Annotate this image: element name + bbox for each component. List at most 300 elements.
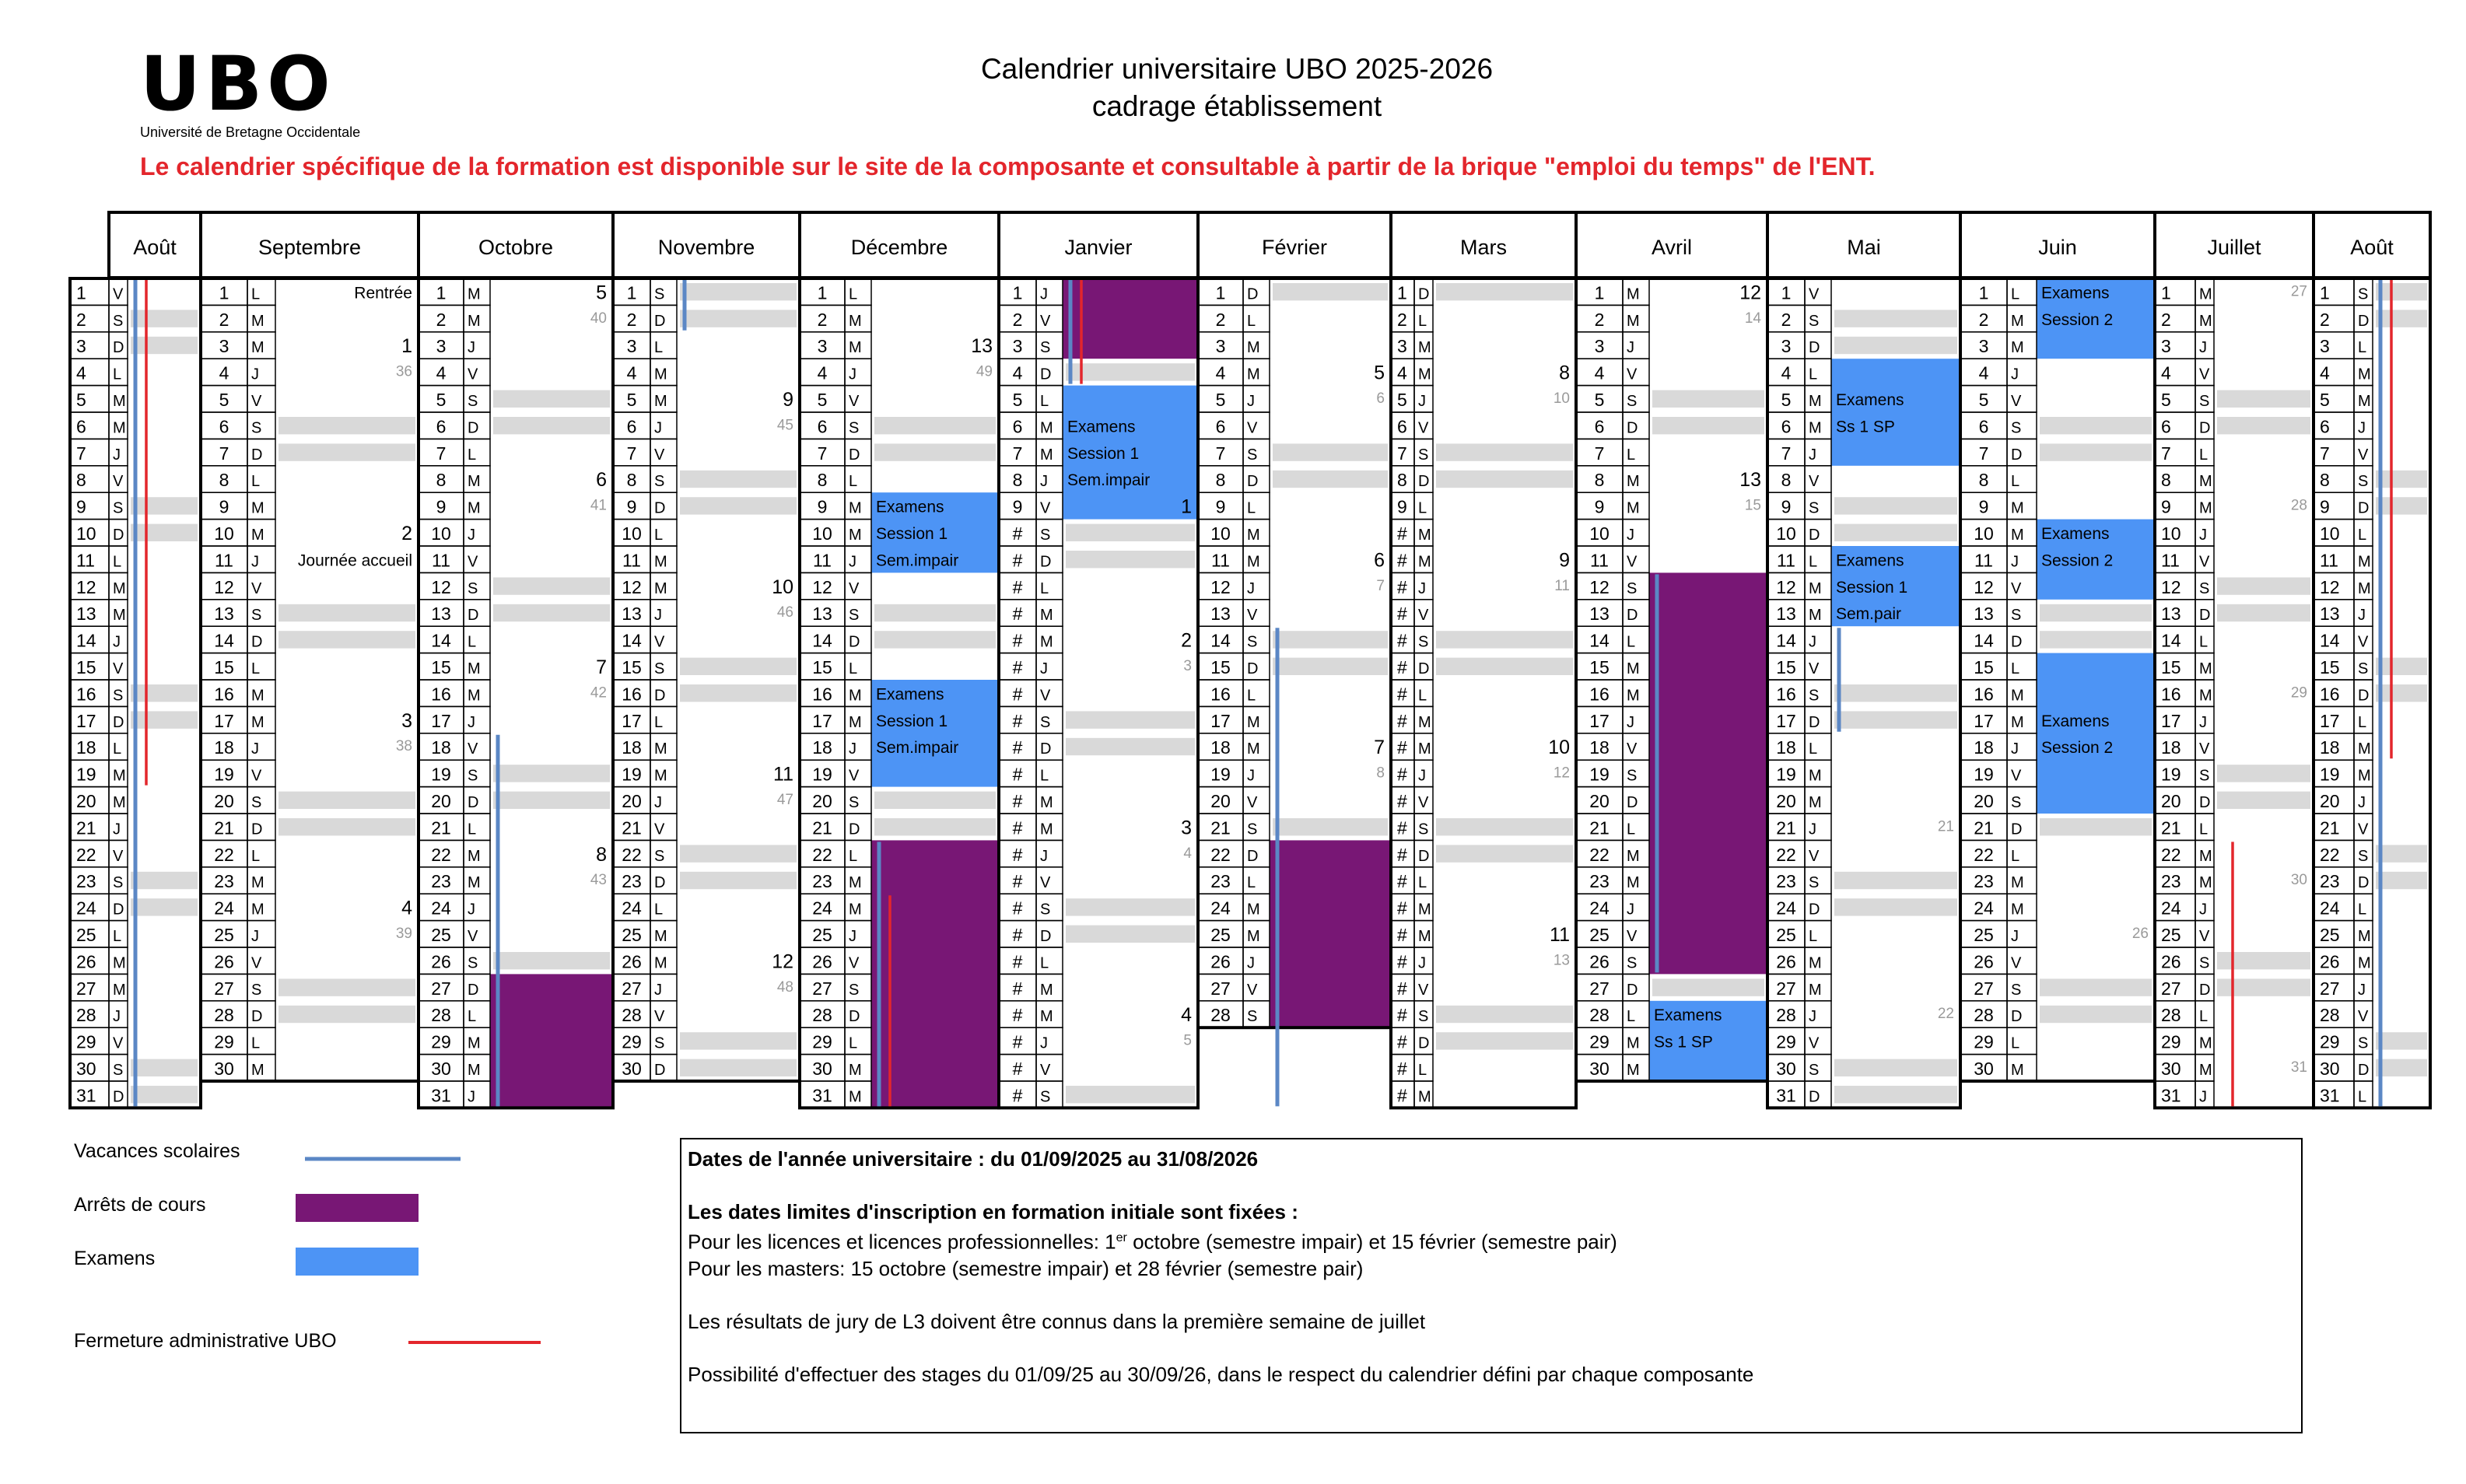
day-number: 2 <box>2320 309 2330 330</box>
day-number: 29 <box>622 1031 642 1052</box>
day-letter: V <box>113 847 124 865</box>
day-letter: M <box>1809 419 1822 437</box>
day-number: 30 <box>431 1059 451 1079</box>
day-letter: D <box>654 312 666 330</box>
day-number: 30 <box>622 1059 642 1079</box>
day-letter: V <box>468 928 478 945</box>
day-number: 4 <box>1215 362 1226 383</box>
day-letter: J <box>2358 794 2366 811</box>
day-number: 17 <box>1589 710 1610 731</box>
day-letter: M <box>468 285 481 303</box>
day-number: # <box>1012 871 1023 892</box>
day-number: 29 <box>214 1031 234 1052</box>
day-letter: D <box>849 821 860 838</box>
arret-period <box>1270 840 1391 1027</box>
weekend-band <box>2376 283 2427 300</box>
week-number: 30 <box>2290 872 2307 889</box>
day-letter: J <box>113 633 121 651</box>
day-number: 5 <box>219 390 229 410</box>
day-number: 21 <box>76 817 96 838</box>
day-number: # <box>1397 630 1407 651</box>
day-number: 20 <box>2320 791 2340 811</box>
day-number: 16 <box>1589 684 1610 705</box>
day-letter: M <box>654 928 667 945</box>
day-number: 10 <box>76 523 96 544</box>
day-letter: D <box>654 1062 666 1079</box>
day-letter: L <box>1418 312 1427 330</box>
day-number: 17 <box>214 710 234 731</box>
day-letter: M <box>251 312 264 330</box>
day-number: 6 <box>219 416 229 437</box>
day-letter: J <box>2011 553 2019 571</box>
day-letter: J <box>2199 527 2207 544</box>
weekend-band <box>2376 845 2427 862</box>
day-letter: S <box>1418 821 1429 838</box>
day-number: 8 <box>2320 470 2330 491</box>
day-number: 10 <box>2161 523 2181 544</box>
day-number: # <box>1012 791 1023 811</box>
day-letter: L <box>2358 527 2367 544</box>
day-number: 29 <box>1974 1031 1994 1052</box>
day-letter: J <box>2199 901 2207 919</box>
day-letter: V <box>1809 847 1820 865</box>
day-number: 28 <box>812 1005 832 1026</box>
day-number: 6 <box>817 416 828 437</box>
day-letter: S <box>113 874 124 892</box>
day-number: 3 <box>1215 336 1226 357</box>
day-number: # <box>1012 1059 1023 1079</box>
day-letter: V <box>1809 285 1820 303</box>
day-letter: D <box>1418 847 1430 865</box>
day-letter: D <box>1809 527 1820 544</box>
day-number: 4 <box>1012 362 1023 383</box>
day-number: 4 <box>76 362 86 383</box>
day-letter: M <box>251 687 264 705</box>
day-number: 8 <box>626 470 637 491</box>
week-number: 13 <box>1553 952 1570 969</box>
day-letter: S <box>654 285 665 303</box>
day-number: # <box>1012 764 1023 785</box>
weekend-band <box>131 711 198 728</box>
day-letter: S <box>1247 446 1258 464</box>
day-letter: M <box>113 981 126 999</box>
legend-swatches <box>296 1151 560 1361</box>
day-letter: V <box>2011 767 2022 785</box>
day-number: 18 <box>2320 737 2340 758</box>
day-letter: S <box>1247 633 1258 651</box>
day-letter: D <box>1627 419 1638 437</box>
day-letter: M <box>2011 312 2024 330</box>
week-number: 11 <box>1554 577 1570 594</box>
day-letter: L <box>2199 633 2209 651</box>
day-letter: M <box>468 847 481 865</box>
day-number: 28 <box>1776 1005 1796 1026</box>
day-number: 6 <box>2161 416 2171 437</box>
day-letter: M <box>1627 847 1640 865</box>
weekend-band <box>680 1032 797 1049</box>
legend-swatch-arrets <box>296 1194 419 1222</box>
day-letter: S <box>1040 901 1051 919</box>
day-letter: J <box>468 901 475 919</box>
day-number: 24 <box>622 898 642 919</box>
day-letter: J <box>113 821 121 838</box>
day-letter: D <box>1418 1034 1430 1052</box>
day-letter: S <box>468 767 478 785</box>
day-letter: J <box>1040 847 1048 865</box>
day-letter: S <box>113 499 124 517</box>
day-letter: D <box>849 633 860 651</box>
day-number: 18 <box>812 737 832 758</box>
day-annotation: Sem.impair <box>876 739 959 758</box>
weekend-band <box>131 337 198 354</box>
weekend-band <box>874 631 996 648</box>
day-number: 26 <box>622 951 642 972</box>
day-letter: S <box>2358 1034 2369 1052</box>
day-letter: L <box>2199 821 2209 838</box>
day-letter: L <box>2199 1008 2209 1026</box>
day-letter: D <box>1040 366 1052 383</box>
day-letter: L <box>849 1034 858 1052</box>
day-letter: D <box>1247 473 1259 491</box>
day-letter: D <box>2358 687 2370 705</box>
day-number: # <box>1012 684 1023 705</box>
day-number: 13 <box>214 604 234 625</box>
day-number: 25 <box>431 925 451 945</box>
day-number: 12 <box>1776 576 1796 597</box>
weekend-band <box>278 604 415 621</box>
day-number: 20 <box>1776 791 1796 811</box>
day-number: 17 <box>431 710 451 731</box>
day-letter: M <box>113 419 126 437</box>
week-number: 11 <box>773 763 793 786</box>
day-number: 5 <box>817 390 828 410</box>
day-letter: M <box>251 1062 264 1079</box>
day-letter: S <box>1418 633 1429 651</box>
day-letter: M <box>113 607 126 625</box>
day-annotation: Session 1 <box>876 712 948 730</box>
day-annotation: Examens <box>1067 418 1136 436</box>
day-number: 1 <box>817 282 828 303</box>
day-number: 29 <box>431 1031 451 1052</box>
weekend-band <box>1834 872 1957 889</box>
day-number: 24 <box>214 898 234 919</box>
day-number: 15 <box>214 657 234 677</box>
day-letter: V <box>2358 633 2369 651</box>
day-number: 21 <box>214 817 234 838</box>
day-letter: V <box>113 285 124 303</box>
day-letter: L <box>1418 499 1427 517</box>
month-header-label: Avril <box>1651 236 1693 259</box>
day-number: 22 <box>812 844 832 865</box>
day-number: 9 <box>2161 496 2171 517</box>
day-number: 13 <box>1974 604 1994 625</box>
day-number: 22 <box>1589 844 1610 865</box>
weekend-band <box>493 417 610 434</box>
legend-label-vacances: Vacances scolaires <box>74 1140 240 1162</box>
day-number: 30 <box>812 1059 832 1079</box>
day-number: 9 <box>436 496 447 517</box>
day-number: 18 <box>1589 737 1610 758</box>
day-letter: S <box>2199 579 2210 597</box>
day-letter: D <box>2358 312 2370 330</box>
weekend-band <box>278 792 415 809</box>
day-letter: M <box>1809 954 1822 972</box>
day-letter: J <box>1627 527 1634 544</box>
day-number: 15 <box>622 657 642 677</box>
day-number: 10 <box>622 523 642 544</box>
day-letter: M <box>251 713 264 731</box>
day-letter: L <box>849 285 858 303</box>
day-letter: M <box>2199 1034 2212 1052</box>
day-number: 12 <box>431 576 451 597</box>
info-licences-a: Pour les licences et licences professionnelles: 1 <box>688 1230 1116 1254</box>
week-number: 13 <box>1739 469 1761 492</box>
day-number: 25 <box>1974 925 1994 945</box>
weekend-band <box>1436 631 1573 648</box>
day-letter: S <box>1040 1088 1051 1106</box>
day-letter: S <box>2011 607 2022 625</box>
day-number: 26 <box>812 951 832 972</box>
day-letter: S <box>1809 874 1820 892</box>
day-letter: D <box>2011 821 2023 838</box>
weekend-band <box>2040 818 2152 835</box>
day-letter: V <box>1040 499 1051 517</box>
month-header-label: Juillet <box>2207 236 2261 259</box>
day-letter: M <box>2358 579 2371 597</box>
day-letter: L <box>1040 767 1049 785</box>
day-number: 19 <box>2320 764 2340 785</box>
week-number: 3 <box>1183 658 1192 674</box>
weekend-band <box>1834 310 1957 327</box>
day-letter: D <box>849 1008 860 1026</box>
day-letter: V <box>2358 446 2369 464</box>
day-letter: J <box>654 419 662 437</box>
day-number: 16 <box>622 684 642 705</box>
week-number: 42 <box>590 684 607 702</box>
day-number: 15 <box>812 657 832 677</box>
day-number: 25 <box>1589 925 1610 945</box>
day-number: 9 <box>1781 496 1792 517</box>
day-number: 27 <box>622 978 642 999</box>
day-number: 1 <box>1978 282 1989 303</box>
day-letter: S <box>468 393 478 410</box>
day-letter: M <box>849 527 862 544</box>
day-letter: S <box>1809 687 1820 705</box>
week-number: 8 <box>596 843 607 866</box>
day-letter: L <box>1809 928 1818 945</box>
day-number: 12 <box>1210 576 1231 597</box>
week-number: 2 <box>401 523 412 544</box>
day-number: 29 <box>2320 1031 2340 1052</box>
day-number: 11 <box>813 550 832 571</box>
weekend-band <box>131 1059 198 1076</box>
day-letter: M <box>654 740 667 758</box>
day-letter: D <box>2358 1062 2370 1079</box>
day-number: 3 <box>1594 336 1605 357</box>
day-letter: J <box>2011 928 2019 945</box>
day-letter: L <box>1627 446 1636 464</box>
day-number: # <box>1397 657 1407 677</box>
day-number: 11 <box>1777 550 1795 571</box>
day-number: 21 <box>1776 817 1796 838</box>
day-number: 3 <box>2161 336 2171 357</box>
day-letter: S <box>113 687 124 705</box>
week-number: 1 <box>1181 495 1192 518</box>
day-number: 26 <box>1589 951 1610 972</box>
weekend-band <box>874 417 996 434</box>
week-number: 7 <box>1376 577 1385 594</box>
day-annotation: Rentrée <box>354 284 412 303</box>
day-number: # <box>1012 576 1023 597</box>
day-number: 7 <box>1397 443 1407 464</box>
week-number: 7 <box>596 656 607 678</box>
day-letter: V <box>654 633 665 651</box>
day-number: 1 <box>76 282 86 303</box>
week-number: 1 <box>401 335 412 358</box>
day-letter: S <box>654 1034 665 1052</box>
day-letter: J <box>1040 473 1048 491</box>
day-number: 26 <box>214 951 234 972</box>
weekend-band <box>278 443 415 460</box>
info-jury: Les résultats de jury de L3 doivent être connus dans la première semaine de juillet <box>688 1309 1426 1333</box>
day-letter: M <box>1627 874 1640 892</box>
day-letter: J <box>2358 607 2366 625</box>
day-number: 9 <box>1594 496 1605 517</box>
day-number: 1 <box>1594 282 1605 303</box>
day-letter: V <box>849 393 860 410</box>
day-annotation: Examens <box>1836 551 1904 570</box>
day-letter: M <box>2199 847 2212 865</box>
day-letter: M <box>251 339 264 357</box>
info-limits-title: Les dates limites d'inscription en formation initiale sont fixées : <box>688 1200 1298 1223</box>
week-number: 36 <box>395 363 412 380</box>
day-annotation: Ss 1 SP <box>1654 1033 1713 1052</box>
day-letter: M <box>2011 339 2024 357</box>
day-letter: D <box>2011 1008 2023 1026</box>
day-letter: L <box>468 633 477 651</box>
day-letter: M <box>1627 285 1640 303</box>
day-letter: J <box>849 740 856 758</box>
day-number: 21 <box>1974 817 1994 838</box>
day-letter: V <box>2199 366 2210 383</box>
day-number: 3 <box>1978 336 1989 357</box>
weekend-band <box>680 1059 797 1076</box>
day-letter: L <box>1247 687 1256 705</box>
day-letter: L <box>1040 954 1049 972</box>
weekend-band <box>278 978 415 996</box>
day-letter: J <box>1247 579 1255 597</box>
day-letter: L <box>1627 1008 1636 1026</box>
day-number: 22 <box>214 844 234 865</box>
day-letter: L <box>1040 579 1049 597</box>
day-number: 15 <box>431 657 451 677</box>
day-number: 19 <box>431 764 451 785</box>
day-letter: L <box>2358 901 2367 919</box>
day-number: 10 <box>1974 523 1994 544</box>
day-letter: D <box>2199 419 2211 437</box>
day-number: 14 <box>812 630 832 651</box>
day-letter: M <box>1809 579 1822 597</box>
day-number: 9 <box>1978 496 1989 517</box>
day-letter: M <box>1809 393 1822 410</box>
day-number: # <box>1012 630 1023 651</box>
day-number: 2 <box>219 309 229 330</box>
day-number: 27 <box>431 978 451 999</box>
day-number: 20 <box>1589 791 1610 811</box>
weekend-band <box>874 818 996 835</box>
day-letter: S <box>654 847 665 865</box>
day-letter: V <box>1040 874 1051 892</box>
weekend-band <box>680 845 797 862</box>
day-number: 21 <box>431 817 451 838</box>
day-number: # <box>1012 925 1023 945</box>
day-number: 2 <box>1012 309 1023 330</box>
day-number: 3 <box>1397 336 1407 357</box>
day-number: 8 <box>1978 470 1989 491</box>
month-header-label: Août <box>133 236 177 259</box>
day-letter: D <box>113 713 124 731</box>
day-letter: M <box>849 713 862 731</box>
day-letter: M <box>2199 312 2212 330</box>
day-number: 2 <box>1397 309 1407 330</box>
weekend-band <box>2040 443 2152 460</box>
day-annotation: Journée accueil <box>297 551 412 570</box>
day-letter: L <box>654 713 664 731</box>
day-letter: J <box>2199 1088 2207 1106</box>
day-letter: J <box>1247 767 1255 785</box>
weekend-band <box>874 604 996 621</box>
day-letter: L <box>2011 1034 2020 1052</box>
day-letter: J <box>113 446 121 464</box>
day-letter: J <box>468 713 475 731</box>
day-letter: V <box>468 553 478 571</box>
weekend-band <box>874 443 996 460</box>
day-number: 3 <box>2320 336 2330 357</box>
day-letter: D <box>2358 874 2370 892</box>
day-number: 9 <box>626 496 637 517</box>
day-letter: S <box>1809 499 1820 517</box>
day-letter: V <box>251 954 262 972</box>
day-letter: M <box>1627 473 1640 491</box>
weekend-band <box>2376 658 2427 675</box>
day-letter: V <box>113 660 124 677</box>
week-number: 21 <box>1937 818 1954 835</box>
day-number: 24 <box>2320 898 2340 919</box>
day-letter: M <box>2199 499 2212 517</box>
weekend-band <box>2376 872 2427 889</box>
day-number: # <box>1012 817 1023 838</box>
month-header-label: Juin <box>2038 236 2077 259</box>
day-letter: J <box>1418 393 1426 410</box>
day-number: 17 <box>1776 710 1796 731</box>
day-annotation: Examens <box>2041 712 2110 730</box>
day-number: # <box>1397 684 1407 705</box>
day-letter: L <box>251 1034 261 1052</box>
day-letter: V <box>468 740 478 758</box>
day-number: 13 <box>1210 604 1231 625</box>
day-letter: M <box>2199 687 2212 705</box>
day-number: 5 <box>2320 390 2330 410</box>
weekend-band <box>1834 1059 1957 1076</box>
day-letter: L <box>2011 473 2020 491</box>
day-letter: V <box>2199 740 2210 758</box>
day-letter: J <box>2358 419 2366 437</box>
day-number: 1 <box>2161 282 2171 303</box>
week-number: 15 <box>1744 497 1761 514</box>
day-number: 14 <box>76 630 96 651</box>
day-letter: J <box>1809 446 1816 464</box>
day-number: 9 <box>1215 496 1226 517</box>
